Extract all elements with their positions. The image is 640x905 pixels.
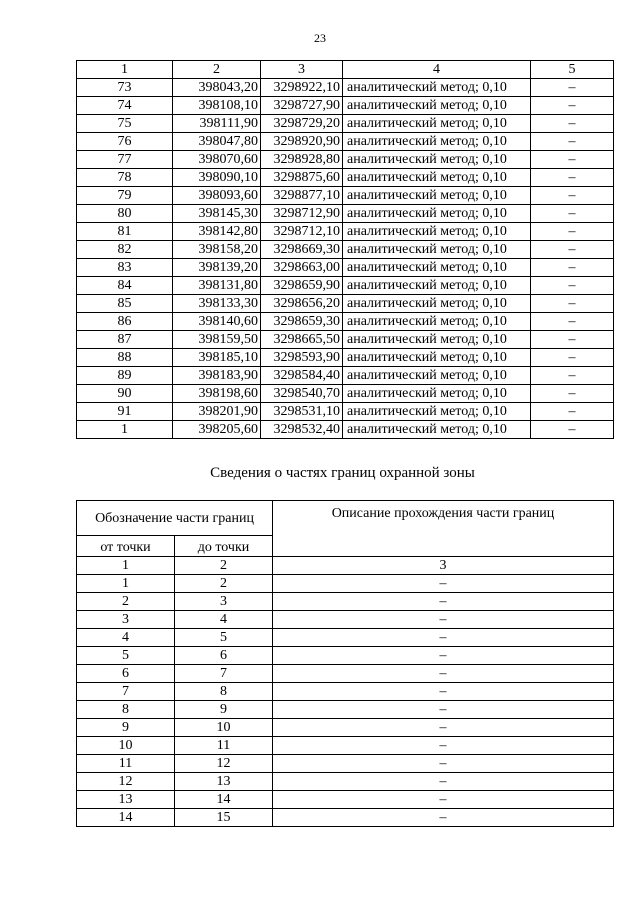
to-point-cell: 12 (175, 755, 273, 773)
point-number-cell: 77 (77, 151, 173, 169)
description-cell: – (273, 647, 614, 665)
column-header: 2 (173, 61, 261, 79)
to-point-cell: 4 (175, 611, 273, 629)
table-row (77, 593, 614, 611)
x-coordinate-cell: 398093,60 (173, 187, 261, 205)
note-cell: – (531, 403, 614, 421)
y-coordinate-cell: 3298712,90 (261, 205, 343, 223)
x-coordinate-cell: 398205,60 (173, 421, 261, 439)
table-row (77, 205, 614, 223)
from-point-cell: 1 (77, 575, 175, 593)
table-row (77, 755, 614, 773)
table-row (77, 133, 614, 151)
point-number-cell: 91 (77, 403, 173, 421)
y-coordinate-cell: 3298659,30 (261, 313, 343, 331)
from-point-cell: 10 (77, 737, 175, 755)
from-point-cell: 8 (77, 701, 175, 719)
from-point-cell: 11 (77, 755, 175, 773)
note-cell: – (531, 331, 614, 349)
boundary-parts-table (76, 500, 614, 827)
x-coordinate-cell: 398047,80 (173, 133, 261, 151)
to-point-cell: 2 (175, 575, 273, 593)
table-row (77, 719, 614, 737)
table-row (77, 701, 614, 719)
table-row (77, 737, 614, 755)
table-row (77, 809, 614, 827)
coordinates-table (76, 60, 614, 439)
description-cell: – (273, 755, 614, 773)
description-cell: – (273, 809, 614, 827)
note-cell: – (531, 97, 614, 115)
x-coordinate-cell: 398183,90 (173, 367, 261, 385)
description-cell: – (273, 611, 614, 629)
to-point-cell: 6 (175, 647, 273, 665)
y-coordinate-cell: 3298729,20 (261, 115, 343, 133)
x-coordinate-cell: 398159,50 (173, 331, 261, 349)
method-accuracy-cell: аналитический метод; 0,10 (343, 421, 531, 439)
method-accuracy-cell: аналитический метод; 0,10 (343, 133, 531, 151)
table-row (77, 79, 614, 97)
description-cell: – (273, 773, 614, 791)
table-row (77, 647, 614, 665)
table-row (77, 665, 614, 683)
from-point-cell: 6 (77, 665, 175, 683)
point-number-cell: 78 (77, 169, 173, 187)
note-cell: – (531, 295, 614, 313)
method-accuracy-cell: аналитический метод; 0,10 (343, 277, 531, 295)
y-coordinate-cell: 3298659,90 (261, 277, 343, 295)
method-accuracy-cell: аналитический метод; 0,10 (343, 205, 531, 223)
to-point-cell: 7 (175, 665, 273, 683)
point-number-cell: 79 (77, 187, 173, 205)
y-coordinate-cell: 3298663,00 (261, 259, 343, 277)
table-row (77, 277, 614, 295)
to-point-cell: 5 (175, 629, 273, 647)
note-cell: – (531, 169, 614, 187)
note-cell: – (531, 259, 614, 277)
note-cell: – (531, 223, 614, 241)
y-coordinate-cell: 3298875,60 (261, 169, 343, 187)
table-row (77, 331, 614, 349)
point-number-cell: 83 (77, 259, 173, 277)
method-accuracy-cell: аналитический метод; 0,10 (343, 223, 531, 241)
description-cell: – (273, 665, 614, 683)
table-row (77, 151, 614, 169)
to-point-cell: 9 (175, 701, 273, 719)
column-number: 3 (273, 557, 614, 575)
table-row (77, 421, 614, 439)
point-number-cell: 76 (77, 133, 173, 151)
table-row (77, 403, 614, 421)
table-row (77, 367, 614, 385)
table-row (77, 241, 614, 259)
table-row (77, 683, 614, 701)
x-coordinate-cell: 398139,20 (173, 259, 261, 277)
x-coordinate-cell: 398108,10 (173, 97, 261, 115)
table-row (77, 575, 614, 593)
to-point-cell: 10 (175, 719, 273, 737)
method-accuracy-cell: аналитический метод; 0,10 (343, 349, 531, 367)
y-coordinate-cell: 3298712,10 (261, 223, 343, 241)
column-header: 4 (343, 61, 531, 79)
description-cell: – (273, 629, 614, 647)
table-row (77, 115, 614, 133)
note-cell: – (531, 79, 614, 97)
x-coordinate-cell: 398043,20 (173, 79, 261, 97)
method-accuracy-cell: аналитический метод; 0,10 (343, 241, 531, 259)
coordinates-header-row (77, 61, 614, 79)
method-accuracy-cell: аналитический метод; 0,10 (343, 385, 531, 403)
y-coordinate-cell: 3298920,90 (261, 133, 343, 151)
from-point-cell: 9 (77, 719, 175, 737)
to-point-cell: 13 (175, 773, 273, 791)
column-header: 3 (261, 61, 343, 79)
x-coordinate-cell: 398070,60 (173, 151, 261, 169)
to-point-header: до точки (175, 536, 273, 557)
note-cell: – (531, 241, 614, 259)
page-number: 23 (314, 31, 326, 45)
x-coordinate-cell: 398145,30 (173, 205, 261, 223)
from-point-cell: 3 (77, 611, 175, 629)
to-point-cell: 11 (175, 737, 273, 755)
x-coordinate-cell: 398158,20 (173, 241, 261, 259)
table-row (77, 259, 614, 277)
from-point-cell: 4 (77, 629, 175, 647)
method-accuracy-cell: аналитический метод; 0,10 (343, 403, 531, 421)
note-cell: – (531, 187, 614, 205)
point-number-cell: 82 (77, 241, 173, 259)
y-coordinate-cell: 3298727,90 (261, 97, 343, 115)
column-number: 2 (175, 557, 273, 575)
note-cell: – (531, 367, 614, 385)
point-number-cell: 89 (77, 367, 173, 385)
to-point-cell: 14 (175, 791, 273, 809)
table-row (77, 629, 614, 647)
x-coordinate-cell: 398111,90 (173, 115, 261, 133)
table-row (77, 295, 614, 313)
point-number-cell: 86 (77, 313, 173, 331)
description-cell: – (273, 683, 614, 701)
point-number-cell: 74 (77, 97, 173, 115)
from-point-cell: 7 (77, 683, 175, 701)
column-number: 1 (77, 557, 175, 575)
description-cell: – (273, 701, 614, 719)
method-accuracy-cell: аналитический метод; 0,10 (343, 115, 531, 133)
note-cell: – (531, 313, 614, 331)
from-point-header: от точки (77, 536, 175, 557)
point-number-cell: 84 (77, 277, 173, 295)
y-coordinate-cell: 3298656,20 (261, 295, 343, 313)
x-coordinate-cell: 398131,80 (173, 277, 261, 295)
y-coordinate-cell: 3298531,10 (261, 403, 343, 421)
table-row (77, 349, 614, 367)
table-row (77, 169, 614, 187)
description-cell: – (273, 737, 614, 755)
from-point-cell: 13 (77, 791, 175, 809)
point-number-cell: 1 (77, 421, 173, 439)
x-coordinate-cell: 398201,90 (173, 403, 261, 421)
y-coordinate-cell: 3298584,40 (261, 367, 343, 385)
point-number-cell: 90 (77, 385, 173, 403)
x-coordinate-cell: 398140,60 (173, 313, 261, 331)
y-coordinate-cell: 3298922,10 (261, 79, 343, 97)
y-coordinate-cell: 3298669,30 (261, 241, 343, 259)
point-number-cell: 75 (77, 115, 173, 133)
x-coordinate-cell: 398142,80 (173, 223, 261, 241)
y-coordinate-cell: 3298877,10 (261, 187, 343, 205)
to-point-cell: 15 (175, 809, 273, 827)
note-cell: – (531, 205, 614, 223)
note-cell: – (531, 421, 614, 439)
table-row (77, 385, 614, 403)
method-accuracy-cell: аналитический метод; 0,10 (343, 313, 531, 331)
table-row (77, 773, 614, 791)
method-accuracy-cell: аналитический метод; 0,10 (343, 79, 531, 97)
y-coordinate-cell: 3298532,40 (261, 421, 343, 439)
x-coordinate-cell: 398198,60 (173, 385, 261, 403)
x-coordinate-cell: 398133,30 (173, 295, 261, 313)
description-cell: – (273, 593, 614, 611)
y-coordinate-cell: 3298928,80 (261, 151, 343, 169)
table-row (77, 611, 614, 629)
table-row (77, 97, 614, 115)
method-accuracy-cell: аналитический метод; 0,10 (343, 187, 531, 205)
table-row (77, 313, 614, 331)
point-number-cell: 88 (77, 349, 173, 367)
method-accuracy-cell: аналитический метод; 0,10 (343, 259, 531, 277)
description-header: Описание прохождения части границ (273, 501, 614, 557)
from-point-cell: 5 (77, 647, 175, 665)
from-point-cell: 14 (77, 809, 175, 827)
point-number-cell: 87 (77, 331, 173, 349)
parts-number-row (77, 557, 614, 575)
column-header: 5 (531, 61, 614, 79)
description-cell: – (273, 791, 614, 809)
note-cell: – (531, 385, 614, 403)
note-cell: – (531, 151, 614, 169)
description-cell: – (273, 719, 614, 737)
table-row (77, 187, 614, 205)
parts-header-row (77, 501, 614, 536)
note-cell: – (531, 277, 614, 295)
x-coordinate-cell: 398185,10 (173, 349, 261, 367)
table-row (77, 791, 614, 809)
point-number-cell: 85 (77, 295, 173, 313)
table-row (77, 223, 614, 241)
section-title: Сведения о частях границ охранной зоны (210, 465, 475, 481)
method-accuracy-cell: аналитический метод; 0,10 (343, 169, 531, 187)
to-point-cell: 8 (175, 683, 273, 701)
method-accuracy-cell: аналитический метод; 0,10 (343, 151, 531, 169)
y-coordinate-cell: 3298593,90 (261, 349, 343, 367)
y-coordinate-cell: 3298540,70 (261, 385, 343, 403)
designation-header: Обозначение части границ (77, 501, 273, 536)
from-point-cell: 12 (77, 773, 175, 791)
note-cell: – (531, 115, 614, 133)
note-cell: – (531, 349, 614, 367)
method-accuracy-cell: аналитический метод; 0,10 (343, 331, 531, 349)
x-coordinate-cell: 398090,10 (173, 169, 261, 187)
note-cell: – (531, 133, 614, 151)
method-accuracy-cell: аналитический метод; 0,10 (343, 367, 531, 385)
point-number-cell: 73 (77, 79, 173, 97)
y-coordinate-cell: 3298665,50 (261, 331, 343, 349)
method-accuracy-cell: аналитический метод; 0,10 (343, 97, 531, 115)
point-number-cell: 81 (77, 223, 173, 241)
point-number-cell: 80 (77, 205, 173, 223)
from-point-cell: 2 (77, 593, 175, 611)
column-header: 1 (77, 61, 173, 79)
method-accuracy-cell: аналитический метод; 0,10 (343, 295, 531, 313)
to-point-cell: 3 (175, 593, 273, 611)
description-cell: – (273, 575, 614, 593)
